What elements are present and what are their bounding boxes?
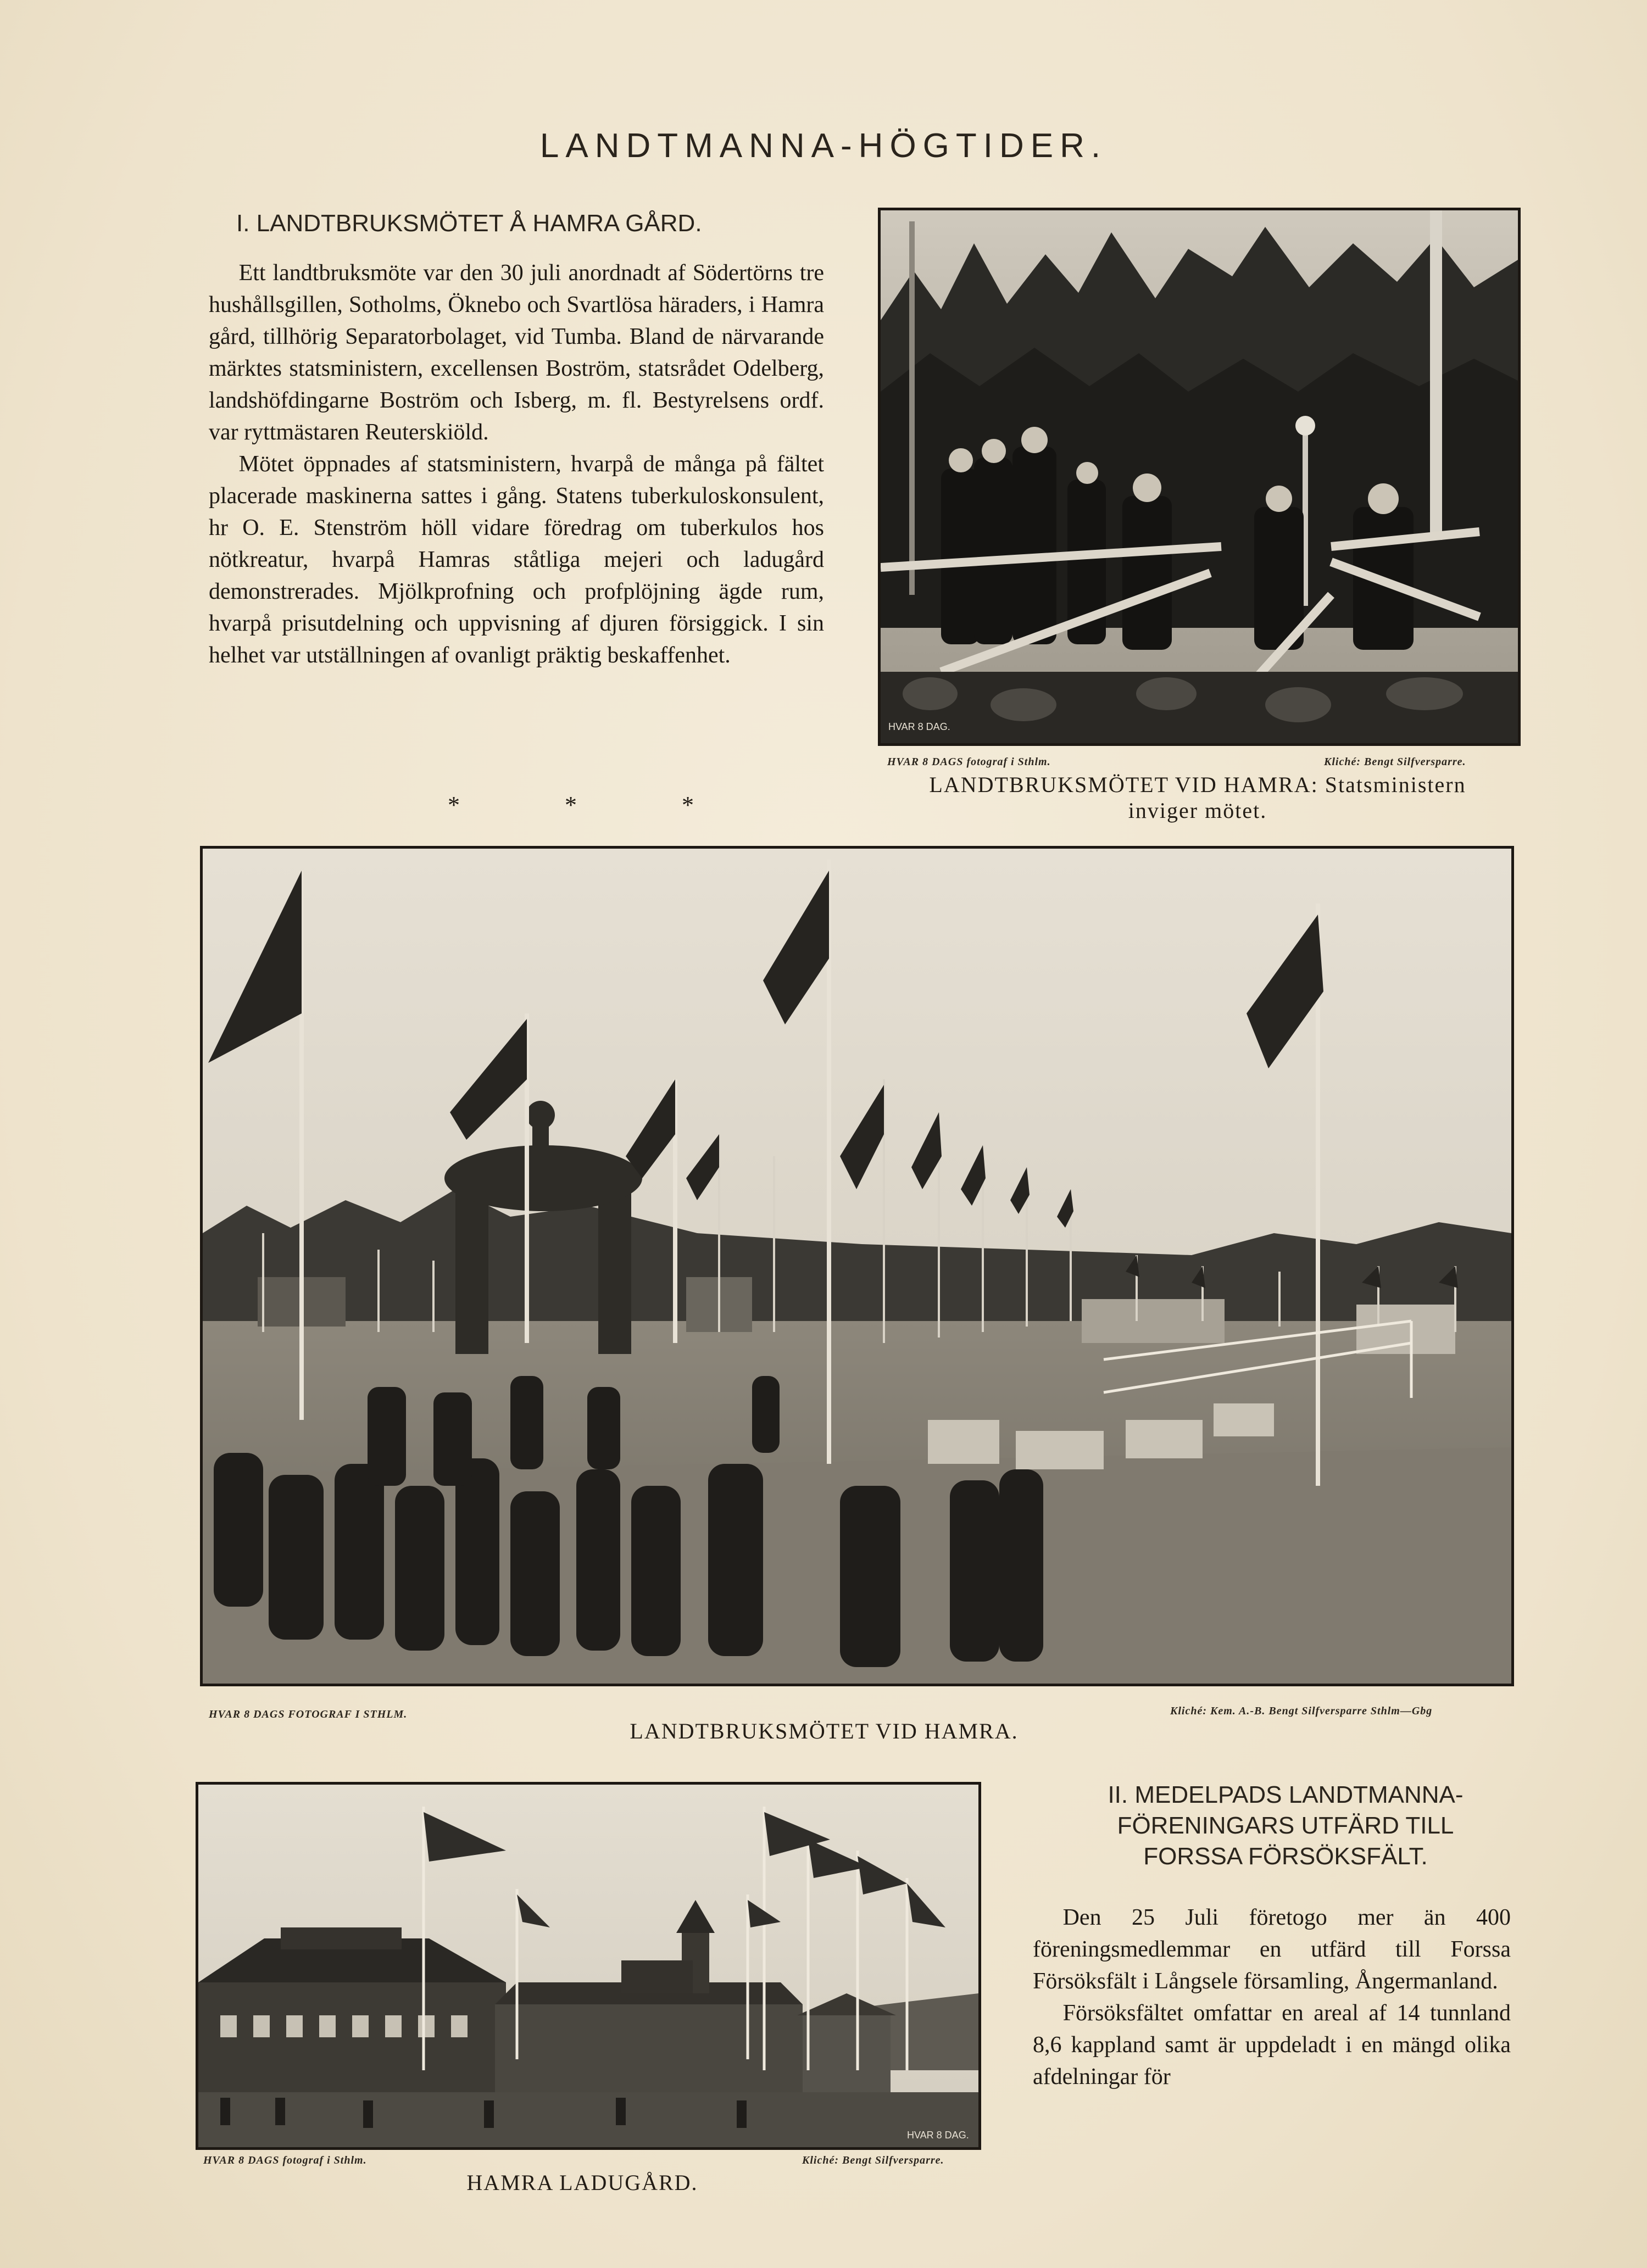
photo3-credit-left: HVAR 8 DAGS fotograf i Sthlm. (203, 2154, 367, 2166)
section2-text (1033, 1902, 1511, 2093)
section1-text (209, 257, 824, 671)
photo-field-flags (200, 846, 1514, 1686)
photo-officials-platform (878, 208, 1521, 746)
page-title: LANDTMANNA-HÖGTIDER. (539, 127, 1108, 165)
section2-paragraph-2: Försöksfältet omfattar en areal af 14 tunnland 8,6 kappland samt är uppdeladt i en mängd olika afdelningar för (1033, 2000, 1511, 2089)
section1-heading: I. LANDTBRUKSMÖTET Å HAMRA GÅRD. (236, 210, 702, 237)
section2-heading-line-1: II. MEDELPADS LANDTMANNA- (1108, 1781, 1464, 1808)
photo3-watermark: HVAR 8 DAG. (907, 2130, 969, 2141)
section2-paragraph-1: Den 25 Juli företogo mer än 400 föreningsmedlemmar en utfärd till Forssa Försöksfält i Långsele församling, Ångermanland. (1033, 1905, 1511, 1994)
section1-paragraph-2: Mötet öppnades af statsministern, hvarpå de många på fältet placerade maskinerna sattes i gång. Statens tuberkuloskonsulent, hr O. E. Stenström höll vidare föredrag om tuberkulos hos nötkreatur, hvarpå Hamras ståtliga mejeri och ladugård demonstrerades. Mjölkprofning och profplöjning ägde rum, hvarpå prisutdelning och uppvisning af djuren försiggick. I sin helhet var utställningen af ovanligt präktig beskaffenhet. (209, 452, 824, 668)
photo2-credit-right: Kliché: Kem. A.-B. Bengt Silfversparre Sthlm—Gbg (1170, 1705, 1433, 1717)
photo2-credit-left: HVAR 8 DAGS FOTOGRAF I STHLM. (209, 1708, 408, 1720)
section2-heading-line-2: FÖRENINGARS UTFÄRD TILL (1117, 1812, 1454, 1839)
photo1-credit-left: HVAR 8 DAGS fotograf i Sthlm. (887, 756, 1051, 768)
section2-heading (1027, 1780, 1544, 1872)
photo3-credit-right: Kliché: Bengt Silfversparre. (802, 2154, 944, 2166)
photo1-watermark: HVAR 8 DAG. (888, 721, 950, 732)
photo2-caption: LANDTBRUKSMÖTET VID HAMRA. (630, 1719, 1019, 1743)
photo1-credit-right: Kliché: Bengt Silfversparre. (1324, 756, 1466, 768)
photo-hamra-barn (196, 1782, 981, 2150)
photo3-caption: HAMRA LADUGÅRD. (466, 2170, 698, 2195)
section-separator: * * * (448, 792, 743, 818)
photo1-caption: LANDTBRUKSMÖTET VID HAMRA: Statsministern inviger mötet. (929, 772, 1466, 823)
section2-heading-line-3: FORSSA FÖRSÖKSFÄLT. (1143, 1843, 1428, 1870)
section1-paragraph-1: Ett landtbruksmöte var den 30 juli anordnadt af Södertörns tre hushållsgillen, Sotholms, Öknebo och Svartlösa häraders, i Hamra gård, tillhörig Separatorbolaget, vid Tumba. Bland de närvarande märktes statsministern, excellensen Boström, statsrådet Odelberg, landshöfdingarne Boström och Isberg, m. fl. Bestyrelsens ordf. var ryttmästaren Reuterskiöld. (209, 260, 824, 445)
